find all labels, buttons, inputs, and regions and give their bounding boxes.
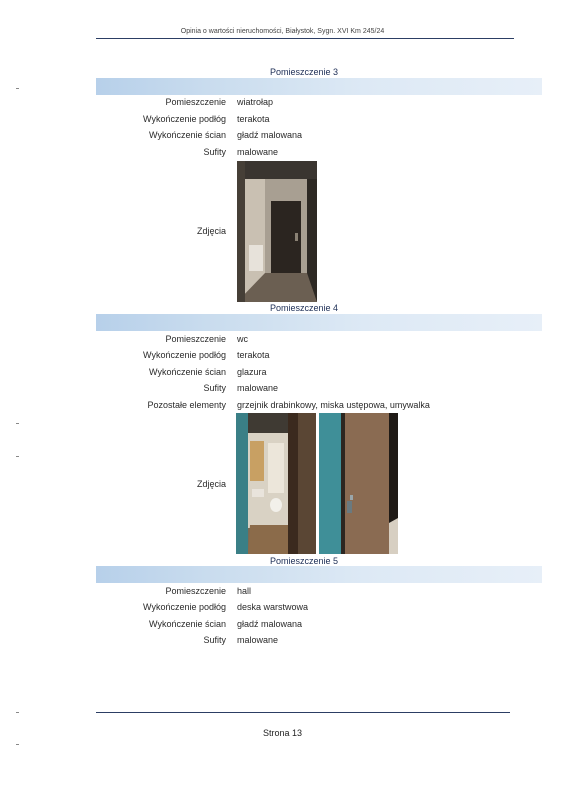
document-header: Opinia o wartości nieruchomości, Białystok, Sygn. XVI Km 245/24 bbox=[180, 28, 385, 35]
photo-wc-door bbox=[319, 413, 398, 554]
photo-vestibule bbox=[237, 161, 317, 302]
section-title-room-4: Pomieszczenie 4 bbox=[269, 303, 339, 313]
section-bar-room-5 bbox=[96, 566, 542, 583]
row-label: Wykończenie podłóg bbox=[143, 602, 226, 612]
section-bar-room-4 bbox=[96, 314, 542, 331]
row-label: Wykończenie ścian bbox=[149, 619, 226, 629]
row-value: glazura bbox=[237, 367, 267, 377]
row-value: malowane bbox=[237, 635, 279, 645]
row-value: malowane bbox=[237, 147, 279, 157]
row-value: malowane bbox=[237, 383, 279, 393]
scan-mark bbox=[16, 423, 19, 424]
row-value: terakota bbox=[237, 350, 270, 360]
row-label: Sufity bbox=[203, 147, 226, 157]
page-number: Strona 13 bbox=[262, 728, 303, 738]
row-label: Wykończenie ścian bbox=[149, 367, 226, 377]
row-label: Pozostałe elementy bbox=[147, 400, 226, 410]
photos-label: Zdjęcia bbox=[196, 226, 226, 236]
scan-mark bbox=[16, 88, 19, 89]
row-label: Wykończenie podłóg bbox=[143, 114, 226, 124]
section-title-room-5: Pomieszczenie 5 bbox=[269, 556, 339, 566]
row-value: deska warstwowa bbox=[237, 602, 309, 612]
scan-mark bbox=[16, 712, 19, 713]
row-label: Wykończenie ścian bbox=[149, 130, 226, 140]
photos-label: Zdjęcia bbox=[196, 479, 226, 489]
row-label: Sufity bbox=[203, 635, 226, 645]
section-bar-room-3 bbox=[96, 78, 542, 95]
row-label: Sufity bbox=[203, 383, 226, 393]
row-value: wc bbox=[237, 334, 248, 344]
row-label: Wykończenie podłóg bbox=[143, 350, 226, 360]
row-value: gładź malowana bbox=[237, 130, 303, 140]
footer-rule bbox=[96, 712, 510, 713]
row-value: terakota bbox=[237, 114, 270, 124]
row-value: gładź malowana bbox=[237, 619, 303, 629]
row-value: wiatrołap bbox=[237, 97, 274, 107]
row-value: grzejnik drabinkowy, miska ustępowa, umywalka bbox=[237, 400, 430, 410]
row-label: Pomieszczenie bbox=[165, 97, 226, 107]
section-title-room-3: Pomieszczenie 3 bbox=[269, 67, 339, 77]
row-label: Pomieszczenie bbox=[165, 586, 226, 596]
scan-mark bbox=[16, 456, 19, 457]
scan-mark bbox=[16, 744, 19, 745]
row-value: hall bbox=[237, 586, 252, 596]
photo-wc-interior bbox=[236, 413, 316, 554]
row-label: Pomieszczenie bbox=[165, 334, 226, 344]
header-rule bbox=[96, 38, 514, 39]
